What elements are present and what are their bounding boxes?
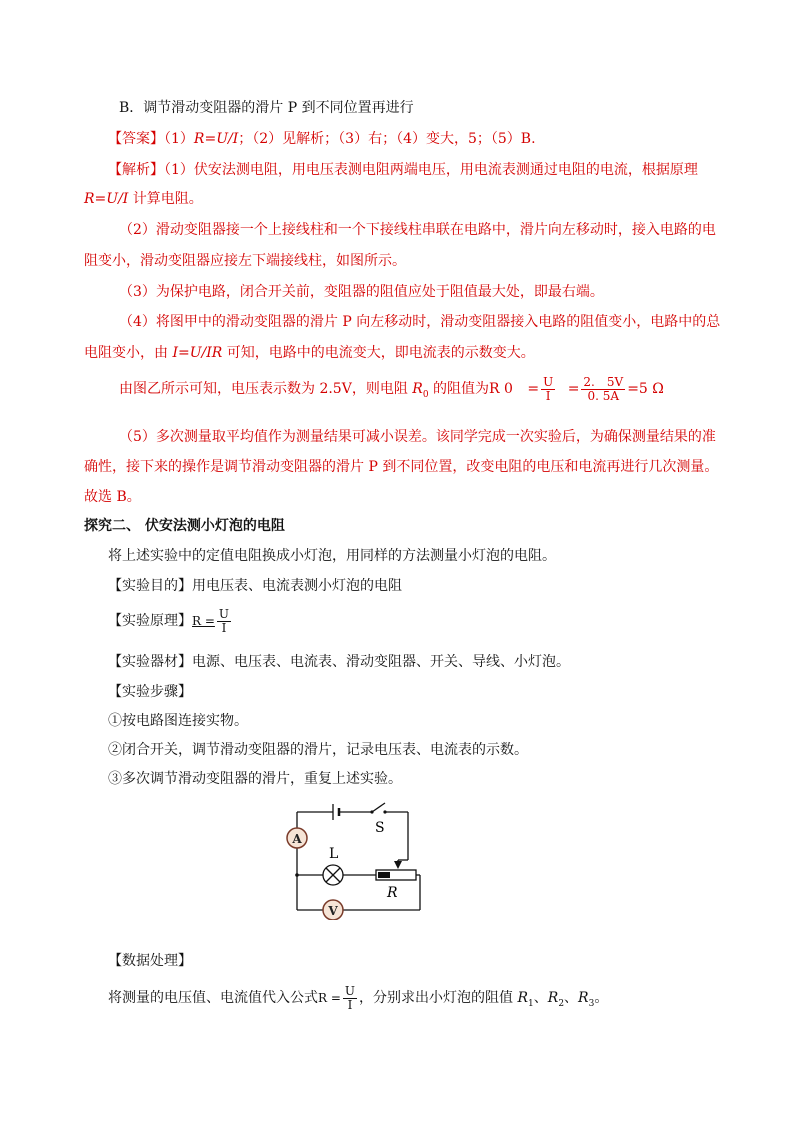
calc-fraction-values xyxy=(581,376,625,403)
r1-subscript: 1 xyxy=(528,998,534,1009)
data-r: R = xyxy=(318,991,341,1005)
answer-part1: （1） xyxy=(164,131,194,147)
section-title: 探究二、 伏安法测小灯泡的电阻 xyxy=(84,518,285,534)
analysis-p4-line-1: （4）将图甲中的滑动变阻器的滑片 P 向左移动时，滑动变阻器接入电路的阻值变小，电路中的总 xyxy=(119,314,721,330)
calc-u: U xyxy=(543,374,554,389)
ammeter-label: A xyxy=(292,832,302,846)
analysis-p4-line-3 xyxy=(119,374,664,410)
principle-r: R = xyxy=(192,614,215,628)
step-3: ③多次调节滑动变阻器的滑片，重复上述实验。 xyxy=(108,771,402,787)
r3-symbol: R xyxy=(578,990,589,1006)
circuit-diagram xyxy=(280,800,430,920)
calc-denominator: 0. 5A xyxy=(587,388,620,403)
analysis-p5-line-2: 确性，接下来的操作是调节滑动变阻器的滑片 P 到不同位置，改变电阻的电压和电流再进行几次测量。 xyxy=(84,459,719,475)
analysis-text-1: （1）伏安法测电阻，用电压表测电阻两端电压，用电流表测通过电阻的电流，根据原理 xyxy=(164,162,698,178)
step-1: ①按电路图连接实物。 xyxy=(108,713,248,729)
principle-fraction xyxy=(217,608,231,635)
principle-i: I xyxy=(221,620,227,635)
voltmeter-label: V xyxy=(328,904,338,918)
data-fraction xyxy=(343,985,357,1012)
analysis-line-1 xyxy=(108,161,698,179)
option-b: B．调节滑动变阻器的滑片 P 到不同位置再进行 xyxy=(119,100,414,116)
calc-result: =5 Ω xyxy=(627,381,664,397)
analysis-p4-formula: I=U/IR xyxy=(172,345,223,361)
analysis-p2-line-2: 阻变小，滑动变阻器应接左下端接线柱，如图所示。 xyxy=(84,253,406,269)
experiment-materials: 【实验器材】电源、电压表、电流表、滑动变阻器、开关、导线、小灯泡。 xyxy=(108,654,570,670)
switch-contact-right xyxy=(383,810,386,813)
calc-equals-2: = xyxy=(567,381,580,397)
analysis-p5-line-1: （5）多次测量取平均值作为测量结果可减小误差。该同学完成一次实验后，为确保测量结果的准 xyxy=(119,429,716,445)
answer-formula: R=U/I xyxy=(193,131,239,147)
analysis-formula: R=U/I xyxy=(84,191,129,207)
data-text-b: ，分别求出小灯泡的阻值 xyxy=(359,990,518,1006)
data-u: U xyxy=(344,983,356,998)
analysis-p4-text-c: 由图乙所示可知，电压表示数为 2.5V，则电阻 xyxy=(119,381,413,397)
r1-symbol: R xyxy=(517,990,529,1006)
calc-r0: R 0 xyxy=(489,381,513,397)
analysis-p4-line-2 xyxy=(84,344,535,362)
principle-label: 【实验原理】 xyxy=(108,613,192,629)
analysis-r0-symbol: R xyxy=(412,381,423,397)
switch-contact-left xyxy=(370,810,373,813)
r2-subscript: 2 xyxy=(558,998,565,1009)
calc-fraction-ui xyxy=(541,376,555,403)
rheostat-label: R xyxy=(387,885,398,901)
data-i: I xyxy=(347,997,353,1012)
analysis-label: 【解析】 xyxy=(108,162,164,178)
r3-subscript: 3 xyxy=(588,998,595,1009)
analysis-p4-text-d: 的阻值为 xyxy=(428,381,490,397)
switch-label: S xyxy=(375,820,385,836)
junction-left xyxy=(295,873,299,877)
analysis-r0-subscript: 0 xyxy=(422,389,429,400)
calc-i: I xyxy=(545,388,551,403)
analysis-line-2 xyxy=(84,190,203,208)
answer-line xyxy=(108,130,536,148)
analysis-p4-text-b: 可知，电路中的电流变大，即电流表的示数变大。 xyxy=(222,345,535,361)
step-2: ②闭合开关，调节滑动变阻器的滑片，记录电压表、电流表的示数。 xyxy=(108,742,528,758)
data-text-a: 将测量的电压值、电流值代入公式 xyxy=(108,990,318,1006)
calc-equals: = xyxy=(527,381,540,397)
analysis-p2-line-1: （2）滑动变阻器接一个上接线柱和一个下接线柱串联在电路中，滑片向左移动时，接入电路的电 xyxy=(119,222,716,238)
analysis-p3: （3）为保护电路，闭合开关前，变阻器的阻值应处于阻值最大处，即最右端。 xyxy=(119,284,604,300)
analysis-text-2: 计算电阻。 xyxy=(128,191,203,207)
rheostat-fill xyxy=(378,872,390,878)
data-processing-label: 【数据处理】 xyxy=(108,953,192,969)
experiment-principle xyxy=(108,606,233,636)
answer-part2: ；（2）见解析；（3）右；（4）变大，5；（5）B. xyxy=(238,131,536,147)
calc-numerator: 2. 5V xyxy=(583,374,624,389)
steps-label: 【实验步骤】 xyxy=(108,684,192,700)
data-processing-line xyxy=(108,983,608,1019)
analysis-p5-line-3: 故选 B。 xyxy=(84,489,141,505)
principle-u: U xyxy=(218,606,230,621)
r2-symbol: R xyxy=(547,990,559,1006)
analysis-p4-text-a: 电阻变小，由 xyxy=(84,345,173,361)
separator-2: 、 xyxy=(564,990,579,1006)
answer-label: 【答案】 xyxy=(108,131,164,147)
switch-blade xyxy=(372,803,385,812)
experiment-purpose: 【实验目的】用电压表、电流表测小灯泡的电阻 xyxy=(108,578,402,594)
lamp-label: L xyxy=(329,846,339,862)
section-intro: 将上述实验中的定值电阻换成小灯泡，用同样的方法测量小灯泡的电阻。 xyxy=(108,548,556,564)
data-end: 。 xyxy=(594,990,609,1006)
separator-1: 、 xyxy=(533,990,548,1006)
